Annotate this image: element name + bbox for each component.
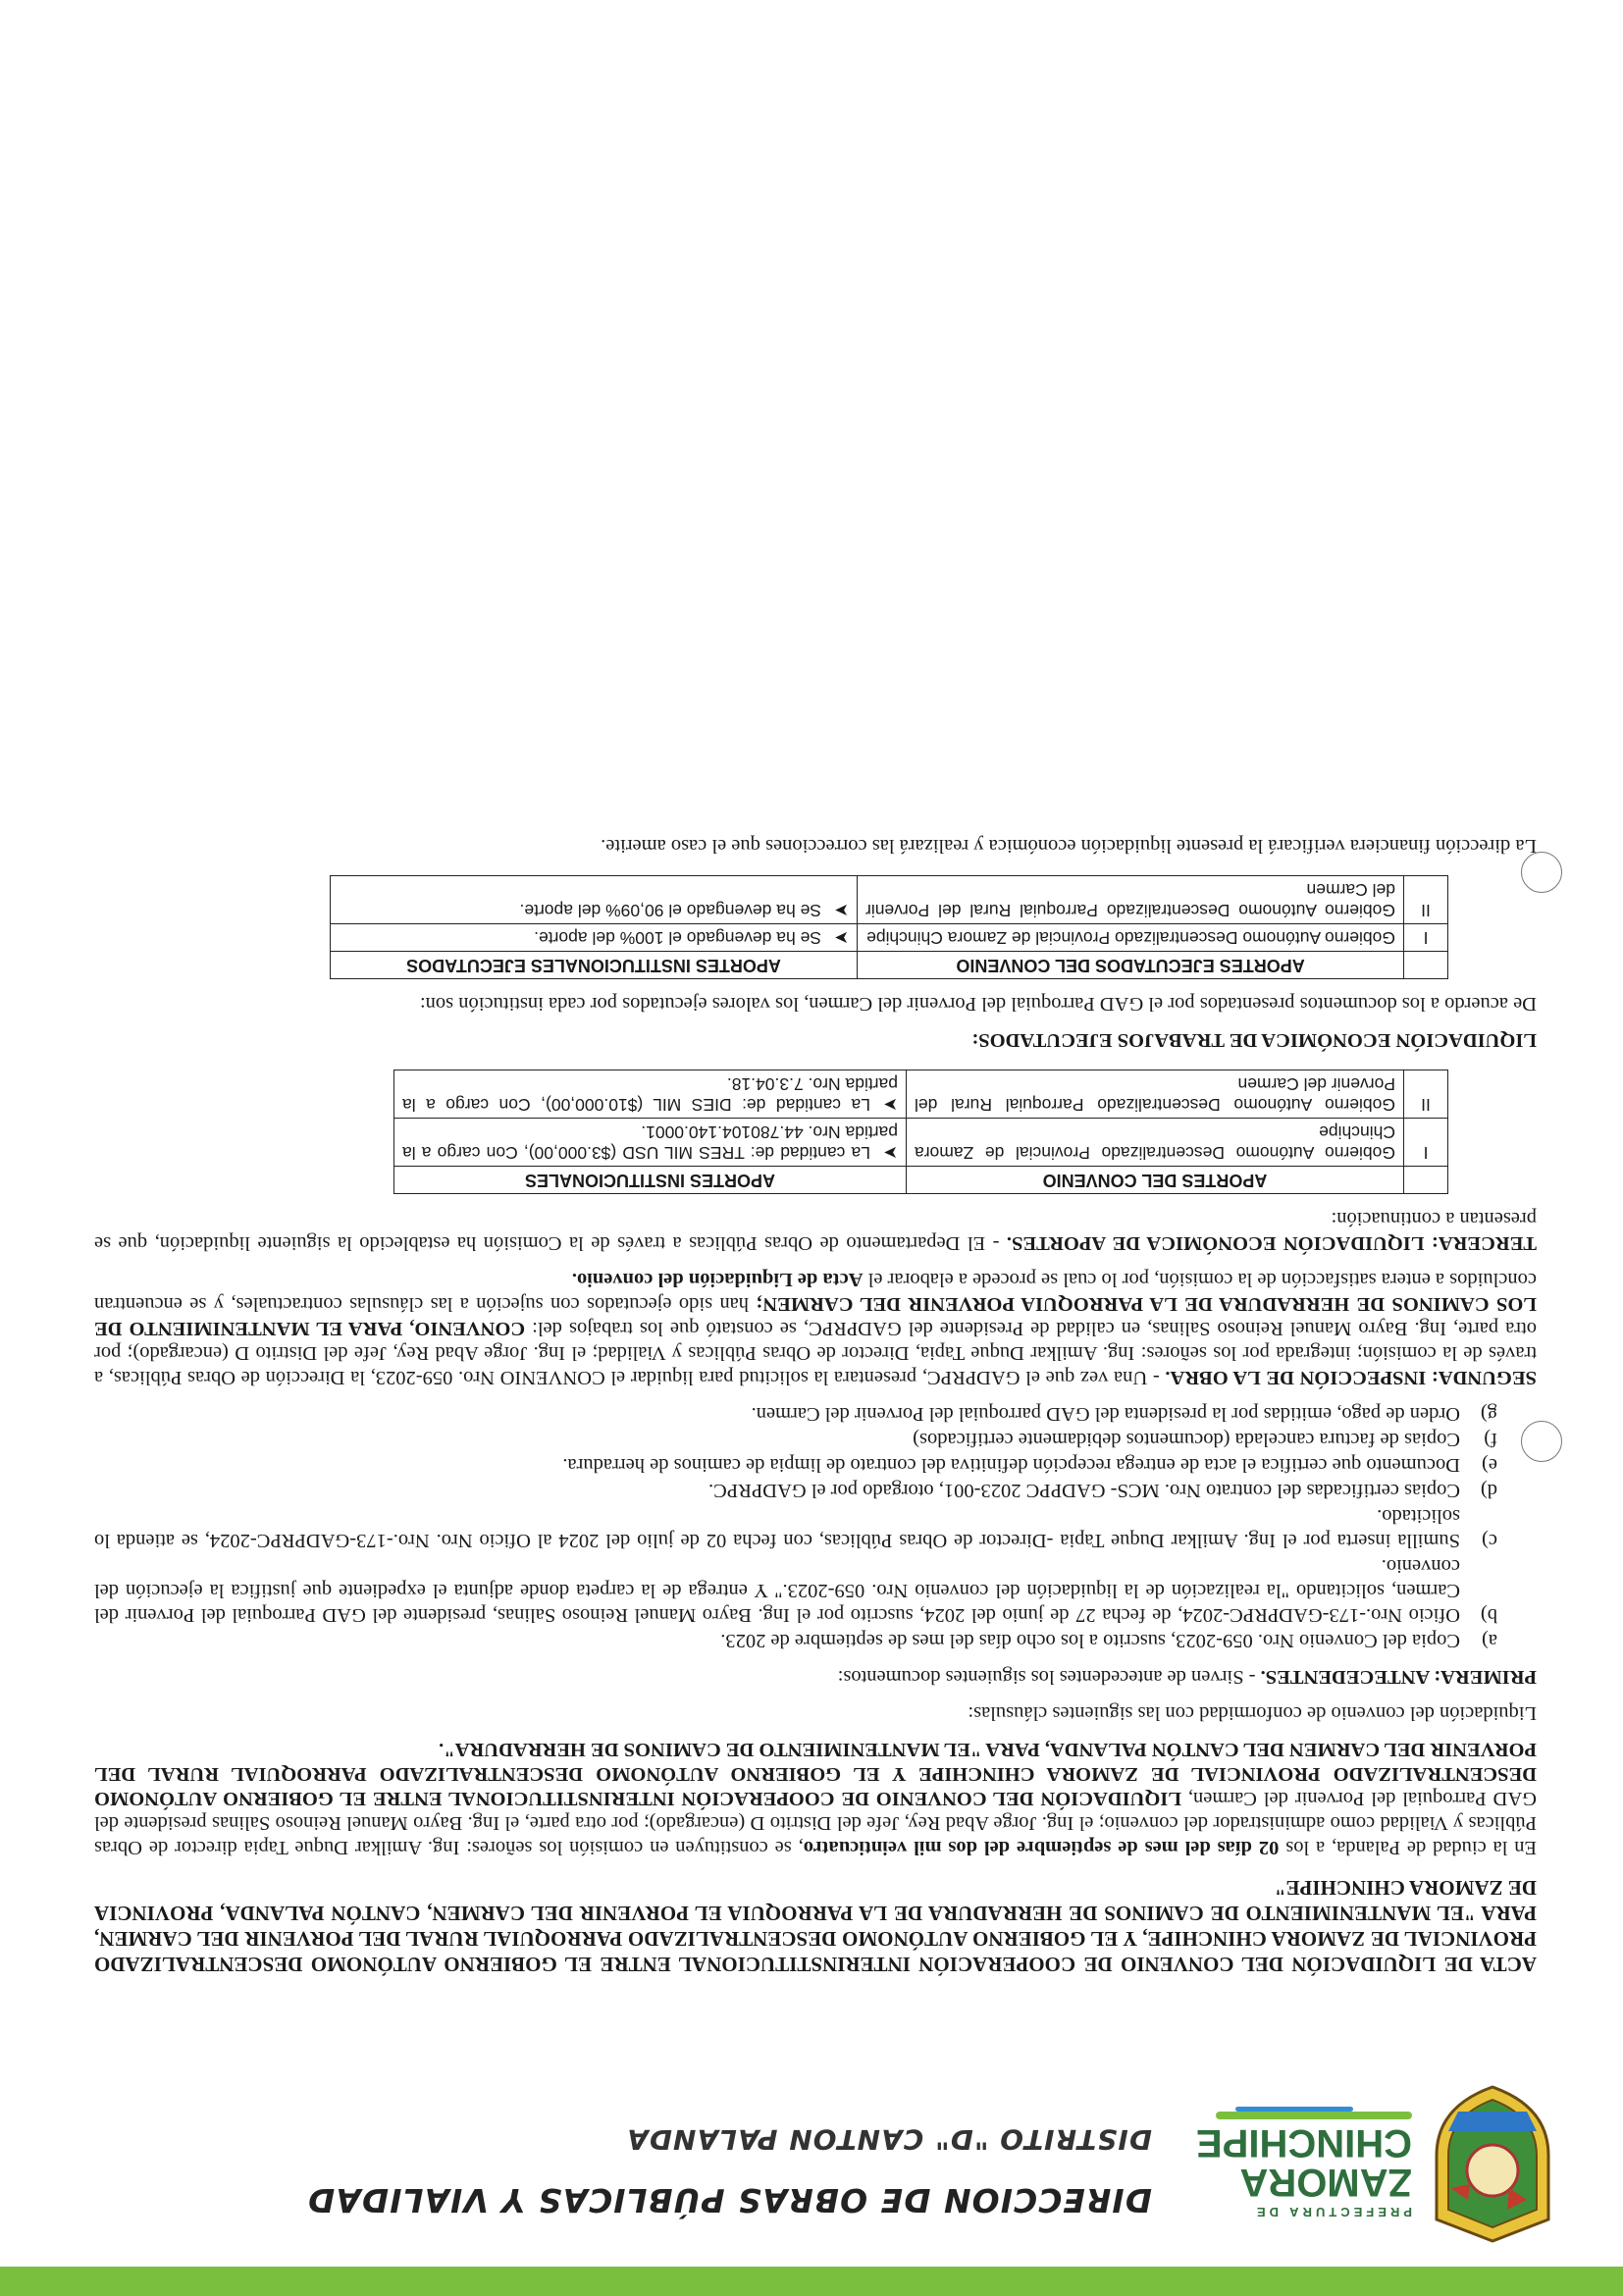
list-text: Sumilla inserta por el Ing. Amilkar Duque Tapia -Director de Obras Públicas, con fecha 02 de julio del 2024 al Oficio Nro. Nro.-173-GADPRPC-2024, se atienda lo solicitado. — [94, 1505, 1460, 1551]
list-letter: g) — [1480, 1403, 1497, 1425]
list-item — [94, 1628, 1537, 1652]
liquidation-line: Liquidación del convenio de conformidad con las siguientes cláusulas: — [968, 1702, 1537, 1724]
table-cell: Gobierno Autónomo Descentralizado Provincial de Zamora Chinchipe — [907, 1119, 1404, 1167]
prefectura-label: PREFECTURA DE — [1252, 2205, 1412, 2219]
table-cell — [394, 1070, 907, 1119]
zamora-chinchipe-logo — [1186, 2112, 1412, 2219]
table-cell: Gobierno Autónomo Descentralizado Parroquial Rural del Porvenir del Carmen — [907, 1070, 1404, 1119]
liquidacion-heading: LIQUIDACIÓN ECONÓMICA DE TRABAJOS EJECUTADOS: — [971, 1029, 1537, 1051]
aportes-table — [393, 1070, 1448, 1194]
cell-text: Se ha devengado el 100% del aporte. — [534, 928, 821, 948]
cell-text: Se ha devengado el 90,09% del aporte. — [519, 901, 821, 920]
clause-segunda — [94, 1267, 1537, 1389]
arrow-bullet-icon: ➤ — [883, 1095, 898, 1115]
table-cell — [331, 924, 858, 952]
list-text: Orden de pago, emitidas por la presidenta del GAD parroquial del Porvenir del Carmen. — [751, 1403, 1460, 1425]
document-body — [94, 821, 1537, 1977]
arrow-bullet-icon: ➤ — [834, 901, 849, 920]
table-row — [394, 1119, 1448, 1167]
clause-primera-text: - Sirven de antecedentes los siguientes documentos: — [837, 1666, 1261, 1688]
table-row — [394, 1070, 1448, 1119]
logo-swoosh-green — [1216, 2112, 1412, 2119]
table-header: APORTES INSTITUCIONALES EJECUTADOS — [331, 952, 858, 979]
arrow-bullet-icon: ➤ — [834, 928, 849, 948]
clause-tercera — [94, 1206, 1537, 1255]
table-header-row — [331, 952, 1448, 979]
intro-text-1: En la ciudad de Palanda, a los — [1279, 1837, 1537, 1858]
table-header-row — [394, 1167, 1448, 1194]
list-letter: d) — [1480, 1480, 1497, 1501]
clause-segunda-head: SEGUNDA: INSPECCIÓN DE LA OBRA. — [1165, 1367, 1537, 1388]
provincial-seal-logo — [1419, 2082, 1566, 2249]
list-letter: b) — [1480, 1604, 1497, 1626]
list-item — [94, 1401, 1537, 1426]
table-cell — [331, 876, 858, 924]
cell-text: La cantidad de: TRES MIL USD ($3.000,00), Con cargo a la partida Nro. 44.780104.140.0001. — [402, 1122, 898, 1163]
table-cell: II — [1404, 1070, 1448, 1119]
list-item — [94, 1503, 1537, 1552]
table-header: APORTES EJECUTADOS DEL CONVENIO — [858, 952, 1404, 979]
table-cell: Gobierno Autónomo Descentralizado Provincial de Zamora Chinchipe — [858, 924, 1404, 952]
letterhead — [0, 2082, 1623, 2249]
list-text: Documento que certifica el acta de entrega recepción definitiva del contrato de limpia de caminos de herradura. — [562, 1454, 1460, 1476]
list-text: Copias certificadas del contrato Nro. MCS- GADPPC 2023-001, otorgado por el GADPRPC. — [707, 1480, 1460, 1501]
intro-text-2: , se constituyen en comisión los señores: Ing. Amilkar Duque Tapia director de Obras Públicas y Vialidad como administrador del convenio; el Ing. Jorge Abad Rey, Jefe del Distrito D (encargado); por otra parte, el Ing. Bayro Manuel Reinoso Salinas presidente del GAD Parroquial del Porvenir del Carmen, — [94, 1788, 1537, 1858]
table-row — [331, 924, 1448, 952]
table-cell: I — [1404, 1119, 1448, 1167]
table-cell: Gobierno Autónomo Descentralizado Parroquial Rural del Porvenir del Carmen — [858, 876, 1404, 924]
aportes-ejecutados-table — [330, 875, 1448, 979]
table-cell: I — [1404, 924, 1448, 952]
clause-tercera-text: - El Departamento de Obras Públicas a través de la Comisión ha establecido la siguiente liquidación, que se presentan a continuación: — [93, 1208, 1537, 1254]
clause-segunda-text-2: han sido ejecutados con sujeción a las cláusulas contractuales, y se encuentran concluidos a entera satisfacción de la comisión, por lo cual se procede a elaborar el — [94, 1269, 1537, 1315]
list-item — [94, 1553, 1537, 1627]
closing-paragraph: La dirección financiera verificará la presente liquidación económica y realizará las correcciones que el caso amerite. — [601, 835, 1537, 857]
list-item — [94, 1452, 1537, 1477]
list-letter: e) — [1482, 1454, 1497, 1476]
table-row — [331, 876, 1448, 924]
antecedentes-list — [94, 1401, 1537, 1652]
clause-segunda-text-1: - Una vez que el GADPRPC, presentara la solicitud para liquidar el CONVENIO Nro. 059-2023, la Dirección de Obras Públicas, a través de la comisión; integrada por los señores: Ing. Amilkar Duque Tapia, Director de Obras Públicas y Vialidad; el Ing. Jorge Abad Rey, Jefe del Distrito D (encargado); por otra parte, Ing. Bayro Manuel Reinoso Salinas, en calidad de Presidente del GADPRPC, se constató que los trabajos del: — [94, 1318, 1537, 1388]
direction-title: DIRECCION DE OBRAS PÚBLICAS Y VIALIDAD — [306, 2181, 1152, 2219]
list-text: Oficio Nro.-173-GADPRPC-2024, de fecha 27 de junio del 2024, suscrito por el Ing. Bayro Manuel Reinoso Salinas, presidente del GAD Parroquial del Porvenir del Carmen, solicitando "la realización de la liquidación del convenio Nro. 059-2023." Y entrega de la carpeta donde adjunta el expediente que justifica la ejecución del convenio. — [94, 1555, 1460, 1626]
table-header: APORTES INSTITUCIONALES — [394, 1167, 907, 1194]
header-green-bar — [0, 2267, 1623, 2296]
table-header — [1404, 1167, 1448, 1194]
table-cell: II — [1404, 876, 1448, 924]
punch-hole — [1521, 1421, 1562, 1462]
logo-swoosh-blue — [1235, 2107, 1353, 2112]
table-header — [1404, 952, 1448, 979]
district-title: DISTRITO "D" CANTON PALANDA — [626, 2123, 1152, 2156]
list-letter: c) — [1482, 1530, 1497, 1551]
cell-text: La cantidad de: DIES MIL ($10.000,00), Con cargo a la partida Nro. 7.3.04.18. — [402, 1074, 898, 1115]
list-text: Copia del Convenio Nro. 059-2023, suscrito a los ocho días del mes de septiembre de 2023. — [720, 1630, 1460, 1651]
list-text: Copias de factura cancelada (documentos debidamente certificados) — [913, 1429, 1460, 1450]
list-item — [94, 1427, 1537, 1451]
table-header: APORTES DEL CONVENIO — [907, 1167, 1404, 1194]
table-cell — [394, 1119, 907, 1167]
intro-paragraph — [94, 1737, 1537, 1859]
liquidacion-text: De acuerdo a los documentos presentados por el GAD Parroquial del Porvenir del Carmen, los valores ejecutados por cada institución son: — [419, 993, 1537, 1015]
clause-tercera-head: TERCERA: LIQUIDACIÓN ECONÓMICA DE APORTES. — [1006, 1232, 1537, 1254]
list-letter: a) — [1482, 1630, 1497, 1651]
brand-line-2: CHINCHIPE — [1195, 2121, 1412, 2165]
document-title: ACTA DE LIQUIDACIÓN DEL CONVENIO DE COOPERACIÓN INTERINSTITUCIONAL ENTRE EL GOBIERNO AUTÓNOMO DESCENTRALIZADO PROVINCIAL DE ZAMORA CHINCHIPE, Y EL GOBIERNO AUTÓNOMO DESCENTRALIZADO PARROQUIAL RURAL DEL PORVENIR DEL CARMEN, PARA "EL MANTENIMIENTO DE CAMINOS DE HERRADURA DE LA PARROQUIA EL PORVENIR DEL CARMEN, CANTÓN PALANDA, PROVINCIA DE ZAMORA CHINCHIPE" — [94, 1876, 1537, 1976]
clause-primera — [94, 1664, 1537, 1689]
clause-segunda-bold-1: CONVENIO, PARA EL MANTENIMIENTO DE LOS CAMINOS DE HERRADURA DE LA PARROQUIA PORVENIR DEL CARMEN; — [94, 1293, 1537, 1339]
clause-primera-head: PRIMERA: ANTECEDENTES. — [1260, 1666, 1537, 1688]
list-item — [94, 1478, 1537, 1502]
intro-bold: LIQUIDACIÓN DEL CONVENIO DE COOPERACIÓN INTERINSTITUCIONAL ENTRE EL GOBIERNO AUTÓNOMO DESCENTRALIZADO PROVINCIAL DE ZAMORA CHINCHIPE Y EL GOBIERNO AUTÓNOMO DESCENTRALIZADO PARROQUIAL RURAL DEL PORVENIR DEL CARMEN DEL CANTÓN PALANDA, PARA "EL MANTENIMIENTO DE CAMINOS DE HERRADURA". — [94, 1739, 1537, 1809]
intro-date: 02 días del mes de septiembre del dos mil veinticuatro — [803, 1837, 1280, 1858]
list-letter: f) — [1484, 1429, 1497, 1450]
clause-segunda-bold-2: Acta de Liquidación del convenio. — [571, 1269, 864, 1290]
arrow-bullet-icon: ➤ — [883, 1143, 898, 1163]
punch-hole — [1521, 852, 1562, 893]
brand-line-1: ZAMORA — [1239, 2161, 1412, 2204]
